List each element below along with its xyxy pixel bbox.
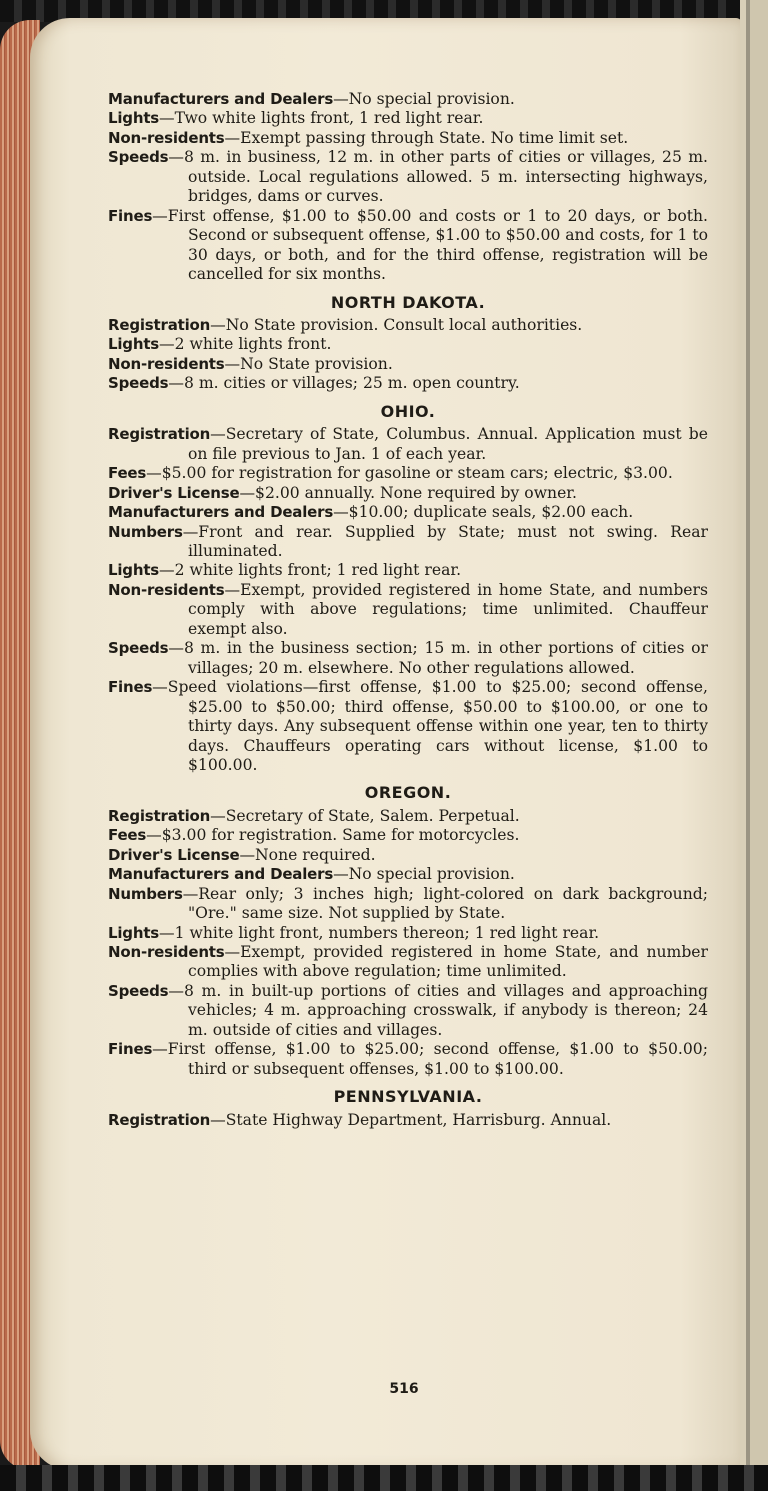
regulation-entry (108, 129, 708, 148)
entry-text: —Exempt passing through State. No time limit set. (224, 128, 629, 147)
regulation-entry (108, 561, 708, 580)
entry-text: —$3.00 for registration. Same for motorcycles. (146, 826, 520, 845)
entry-text: —None required. (239, 845, 376, 864)
regulation-entry (108, 484, 708, 503)
entry-text: —8 m. cities or villages; 25 m. open country. (168, 374, 520, 393)
entry-text: —State Highway Department, Harrisburg. Annual. (210, 1110, 612, 1129)
regulation-entry (108, 523, 708, 562)
entry-heading: Lights (108, 109, 160, 128)
regulation-entry (108, 90, 708, 109)
entry-heading: Fines (108, 678, 153, 697)
entry-text: —$2.00 annually. None required by owner. (239, 483, 578, 502)
entry-heading: Non-residents (108, 580, 225, 599)
regulation-entry (108, 807, 708, 826)
entry-heading: Numbers (108, 884, 183, 903)
state-heading: OREGON. (364, 783, 452, 803)
entry-heading: Fines (108, 1040, 153, 1059)
entry-text: —Exempt, provided registered in home State, and number complies with above regulation; time unlimited. (188, 943, 708, 981)
regulation-entry (108, 109, 708, 128)
entry-heading: Speeds (108, 981, 169, 1000)
page-text (108, 90, 708, 1130)
entry-text: —No State provision. Consult local authorities. (210, 315, 583, 334)
entry-heading: Registration (108, 1110, 211, 1129)
entry-text: —No special provision. (333, 865, 515, 884)
regulation-entry (108, 943, 708, 982)
entry-text: —1 white light front, numbers thereon; 1 red light rear. (159, 923, 600, 942)
entry-heading: Registration (108, 315, 211, 334)
entry-heading: Lights (108, 335, 160, 354)
regulation-entry (108, 316, 708, 335)
entry-text: —Rear only; 3 inches high; light-colored on dark background; "Ore." same size. Not supplied by State. (182, 884, 708, 923)
entry-heading: Driver's License (108, 845, 240, 864)
regulation-entry (108, 1040, 708, 1079)
regulation-entry (108, 1111, 708, 1130)
regulation-entry (108, 425, 708, 464)
state-heading: NORTH DAKOTA. (330, 292, 486, 312)
entry-text: —First offense, $1.00 to $25.00; second offense, $1.00 to $50.00; third or subsequent offenses, $1.00 to $100.00. (152, 1040, 708, 1078)
entry-text: —2 white lights front; 1 red light rear. (159, 561, 462, 580)
entry-text: —8 m. in the business section; 15 m. in other portions of cities or villages; 20 m. elsewhere. No other regulations allowed. (168, 639, 708, 677)
entry-heading: Non-residents (108, 943, 225, 962)
entry-text: —Secretary of State, Columbus. Annual. Application must be on file previous to Jan. 1 of each year. (188, 425, 708, 463)
entry-heading: Driver's License (108, 483, 240, 502)
entry-text: —$5.00 for registration for gasoline or steam cars; electric, $3.00. (146, 464, 673, 483)
entry-text: —Front and rear. Supplied by State; must not swing. Rear illuminated. (182, 522, 708, 560)
entry-heading: Lights (108, 923, 160, 942)
entry-heading: Manufacturers and Dealers (108, 865, 334, 884)
entry-heading: Speeds (108, 639, 169, 658)
entry-text: —2 white lights front. (159, 335, 332, 354)
entry-heading: Manufacturers and Dealers (108, 90, 334, 108)
regulation-entry (108, 639, 708, 678)
regulation-entry (108, 885, 708, 924)
regulation-entry (108, 678, 708, 775)
entry-text: —$10.00; duplicate seals, $2.00 each. (333, 503, 634, 522)
entry-heading: Manufacturers and Dealers (108, 503, 334, 522)
entry-heading: Registration (108, 425, 211, 444)
entry-heading: Non-residents (108, 354, 225, 373)
entry-text: —No State provision. (224, 354, 393, 373)
entry-text: —First offense, $1.00 to $50.00 and costs or 1 to 20 days, or both. Second or subsequent offense, $1.00 to $50.00 and costs, for 1 to 30 days, or both, and for the third offense, registration will be cancelled for six months. (152, 206, 708, 284)
regulation-entry (108, 846, 708, 865)
entry-text: —Secretary of State, Salem. Perpetual. (210, 806, 520, 825)
entry-heading: Lights (108, 561, 160, 580)
state-heading: OHIO. (380, 401, 436, 421)
entry-text: —No special provision. (333, 90, 515, 108)
entry-text: —Speed violations—first offense, $1.00 to $25.00; second offense, $25.00 to $50.00; third offense, $50.00 to $100.00, or one to thirty days. Any subsequent offense within one year, ten to thirty days. Chauffeurs operating cars without license, $1.00 to $100.00. (152, 678, 708, 774)
entry-heading: Registration (108, 806, 211, 825)
entry-heading: Fees (108, 826, 147, 845)
entry-text: —8 m. in built-up portions of cities and villages and approaching vehicles; 4 m. approaching crosswalk, if anybody is thereon; 24 m. outside of cities and villages. (168, 981, 708, 1039)
facing-page-strip (740, 0, 768, 1491)
regulation-entry (108, 355, 708, 374)
entry-heading: Numbers (108, 522, 183, 541)
regulation-entry (108, 335, 708, 354)
entry-text: —Two white lights front, 1 red light rear. (159, 109, 484, 128)
regulation-entry (108, 826, 708, 845)
entry-heading: Speeds (108, 148, 169, 167)
regulation-entry (108, 924, 708, 943)
entry-text: —Exempt, provided registered in home State, and numbers comply with above regulations; time unlimited. Chauffeur exempt also. (188, 580, 708, 638)
regulation-entry (108, 464, 708, 483)
page-number: 516 (389, 1381, 419, 1397)
state-heading: PENNSYLVANIA. (333, 1087, 483, 1107)
regulation-entry (108, 148, 708, 206)
entry-heading: Speeds (108, 374, 169, 393)
entry-heading: Fines (108, 206, 153, 225)
regulation-entry (108, 865, 708, 884)
regulation-entry (108, 503, 708, 522)
entry-text: —8 m. in business, 12 m. in other parts of cities or villages, 25 m. outside. Local regulations allowed. 5 m. intersecting highways, bridges, dams or curves. (168, 148, 708, 206)
regulation-entry (108, 374, 708, 393)
regulation-entry (108, 207, 708, 285)
regulation-entry (108, 581, 708, 639)
entry-heading: Fees (108, 464, 147, 483)
entry-heading: Non-residents (108, 128, 225, 147)
regulation-entry (108, 982, 708, 1040)
book-bottom-edge (0, 1465, 768, 1491)
